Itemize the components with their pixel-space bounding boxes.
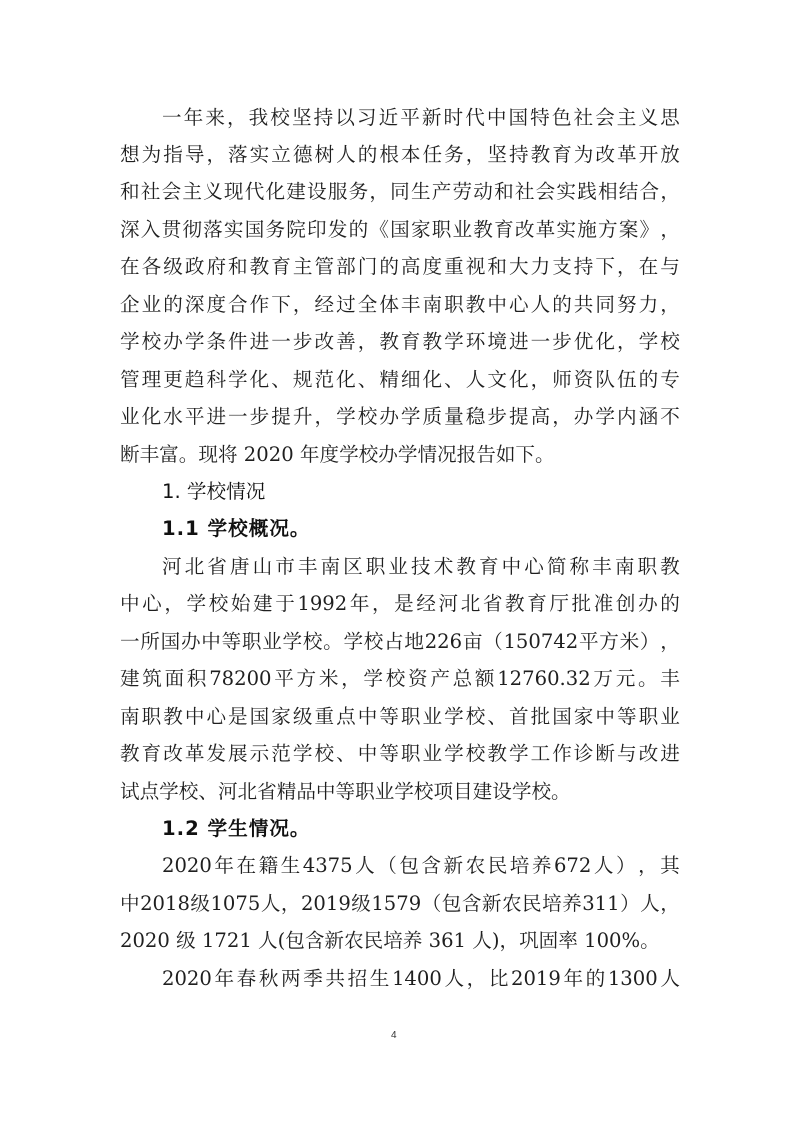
body-text-line: 中 2018 级 1075 人 ， 2019 级 1579 （ 包 含 新 农 民 培 养 311 ） 人 ， bbox=[120, 892, 680, 915]
body-text-line: 建 筑 面 积 78200 平 方 米 ， 学 校 资 产 总 额 12760.32 万 元 。 丰 bbox=[120, 667, 680, 690]
body-text-line: 学 校 办 学 条 件 进 一 步 改 善 ， 教 育 教 学 环 境 进 一 步 优 化 ， 学 校 bbox=[120, 330, 680, 353]
body-text-line: 一 年 来 ， 我 校 坚 持 以 习 近 平 新 时 代 中 国 特 色 社 会 主 义 思 bbox=[162, 106, 680, 129]
body-text-line: 一 所 国 办 中 等 职 业 学 校 。 学 校 占 地 226 亩 （ 150742 平 方 米 ） ， bbox=[120, 630, 680, 653]
body-text-line: 2020 年 春 秋 两 季 共 招 生 1400 人 ， 比 2019 年 的 1300 人 bbox=[162, 967, 680, 990]
body-text-line: 深 入 贯 彻 落 实 国 务 院 印 发 的 《 国 家 职 业 教 育 改 革 实 施 方 案 》 ， bbox=[120, 218, 680, 241]
body-text-line: 2020 年 在 籍 生 4375 人 （ 包 含 新 农 民 培 养 672 人 ） ， 其 bbox=[162, 854, 680, 877]
body-text-line: 中 心 ， 学 校 始 建 于 1992 年 ， 是 经 河 北 省 教 育 厅 批 准 创 办 的 bbox=[120, 592, 680, 615]
body-text-line: 业 化 水 平 进 一 步 提 升 ， 学 校 办 学 质 量 稳 步 提 高 ， 办 学 内 涵 不 bbox=[120, 405, 680, 428]
body-text-line: 2020 级 1721 人(包含新农民培养 361 人)，巩固率 100%。 bbox=[120, 929, 660, 952]
body-text-line: 河 北 省 唐 山 市 丰 南 区 职 业 技 术 教 育 中 心 简 称 丰 南 职 教 bbox=[162, 555, 680, 578]
body-text-line: 想 为 指 导 ， 落 实 立 德 树 人 的 根 本 任 务 ， 坚 持 教 育 为 改 革 开 放 bbox=[120, 143, 680, 166]
body-text-line: 南 职 教 中 心 是 国 家 级 重 点 中 等 职 业 学 校 、 首 批 国 家 中 等 职 业 bbox=[120, 705, 680, 728]
body-text-line: 断丰富。现将 2020 年度学校办学情况报告如下。 bbox=[120, 443, 555, 466]
body-text-line: 教 育 改 革 发 展 示 范 学 校 、 中 等 职 业 学 校 教 学 工 作 诊 断 与 改 进 bbox=[120, 742, 680, 765]
body-text-line: 在 各 级 政 府 和 教 育 主 管 部 门 的 高 度 重 视 和 大 力 支 持 下 ， 在 与 bbox=[120, 255, 680, 278]
body-text-line: 企 业 的 深 度 合 作 下 ， 经 过 全 体 丰 南 职 教 中 心 人 的 共 同 努 力 ， bbox=[120, 293, 680, 316]
subsection-heading: 1.2 学生情况。 bbox=[162, 817, 311, 840]
page-number: 4 bbox=[391, 1030, 397, 1041]
body-text-line: 和 社 会 主 义 现 代 化 建 设 服 务 ， 同 生 产 劳 动 和 社 会 实 践 相 结 合 ， bbox=[120, 180, 680, 203]
body-text-line: 试点学校、河北省精品中等职业学校项目建设学校。 bbox=[120, 780, 571, 803]
subsection-heading: 1.1 学校概况。 bbox=[162, 517, 311, 540]
section-heading: 1. 学校情况 bbox=[162, 480, 266, 503]
body-text-line: 管 理 更 趋 科 学 化 、 规 范 化 、 精 细 化 、 人 文 化 ， 师 资 队 伍 的 专 bbox=[120, 368, 680, 391]
